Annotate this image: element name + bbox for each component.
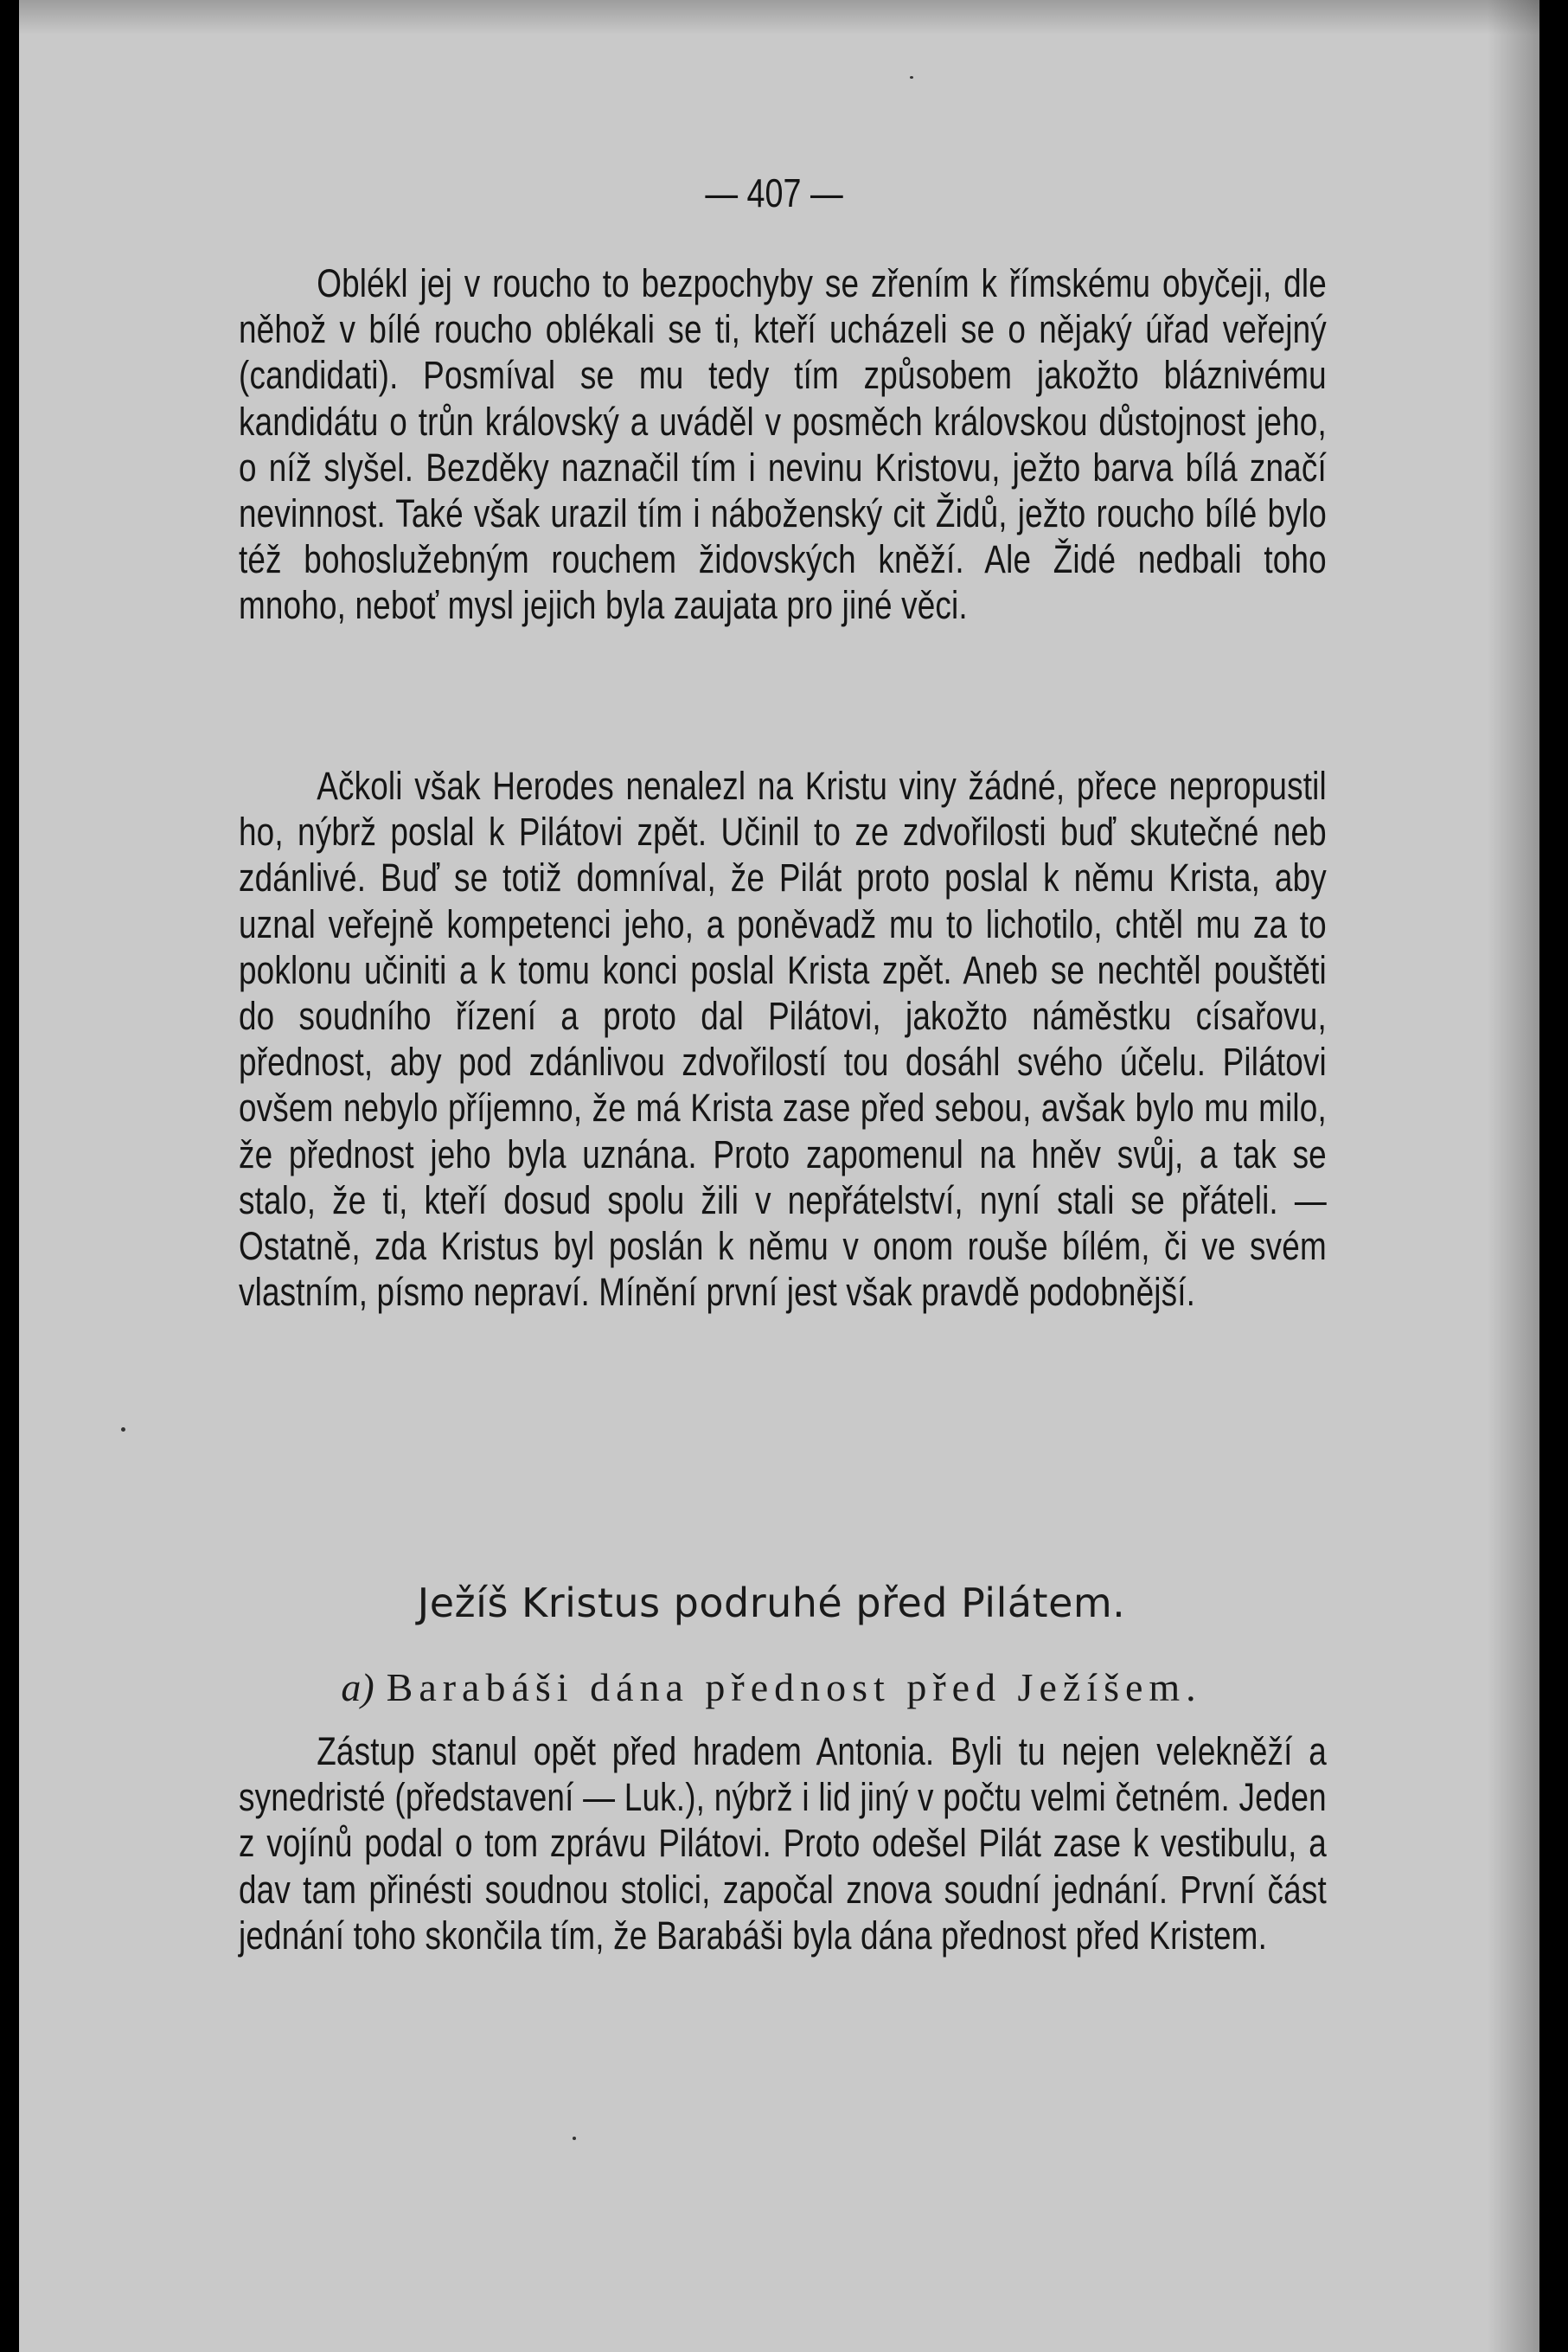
paragraph-3 (239, 1728, 1327, 1958)
paragraph-text: Oblékl jej v roucho to bezpochyby se zřením k římskému obyčeji, dle něhož v bílé roucho oblékali se ti, kteří ucházeli se o nějaký úřad veřejný (candidati). Posmíval se mu tedy tím způsobem jakožto bláznivému kandidátu o trůn královský a uváděl v posměch královskou důstojnost jeho, o níž slyšel. Bezděky naznačil tím i nevinu Kristovu, ježto barva bílá značí nevinnost. Také však urazil tím i náboženský cit Židů, ježto roucho bílé bylo též bohoslužebným rouchem židovských kněží. Ale Židé nedbali toho mnoho, neboť mysl jejich byla zaujata pro jiné věci. (239, 261, 1327, 628)
scan-speck (910, 76, 913, 79)
paragraph-text: Ačkoli však Herodes nenalezl na Kristu viny žádné, přece nepropustil ho, nýbrž poslal k Pilátovi zpět. Učinil to ze zdvořilosti buď skutečné neb zdánlivé. Buď se totiž domníval, že Pilát proto poslal k němu Krista, aby uznal veřejně kompetenci jeho, a poněvadž mu to lichotilo, chtěl mu za to poklonu učiniti a k tomu konci poslal Krista zpět. Aneb se nechtěl pouštěti do soudního řízení a proto dal Pilátovi, jakožto náměstku císařovu, přednost, aby pod zdánlivou zdvořilostí tou dosáhl svého účelu. Pilátovi ovšem nebylo příjemno, že má Krista zase před sebou, avšak bylo mu milo, že přednost jeho byla uznána. Proto zapomenul na hněv svůj, a tak se stalo, že ti, kteří dosud spolu žili v nepřátelství, nyní stali se přáteli. — Ostatně, zda Kristus byl poslán k němu v onom rouše bílém, či ve svém vlastním, písmo nepraví. Mínění první jest však pravdě podobnější. (239, 764, 1327, 1315)
paragraph-1 (239, 260, 1327, 629)
subsection-heading (19, 1664, 1524, 1710)
scan-edge-shadow (1488, 0, 1539, 2352)
paragraph-text: Zástup stanul opět před hradem Antonia. Byli tu nejen velekněží a synedristé (představení — Luk.), nýbrž i lid jiný v počtu velmi četném. Jeden z vojínů podal o tom zprávu Pilátovi. Proto odešel Pilát zase k vestibulu, a dav tam přinésti soudnou stolici, započal znova soudní jednání. První část jednání toho skončila tím, že Barabáši byla dána přednost před Kristem. (239, 1729, 1327, 1958)
subsection-label: a) (341, 1665, 374, 1709)
scan-speck (121, 1427, 125, 1432)
page-number: — 407 — (705, 170, 843, 215)
book-page (19, 0, 1539, 2352)
subsection-title: Barabáši dána přednost před Ježíšem. (386, 1665, 1202, 1709)
scan-top-shadow (19, 0, 1539, 35)
section-heading: Ježíš Kristus podruhé před Pilátem. (417, 1580, 1126, 1626)
scan-speck (573, 2137, 576, 2140)
paragraph-2 (239, 763, 1327, 1315)
